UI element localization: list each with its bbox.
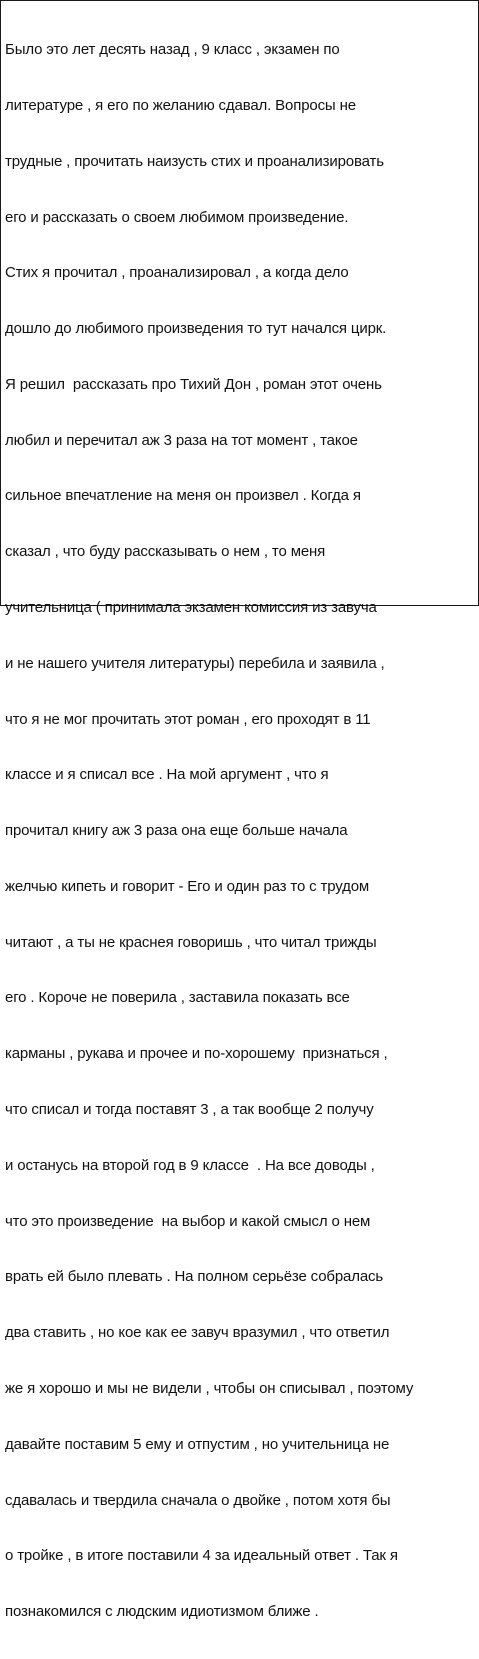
text-line: познакомился с людским идиотизмом ближе . <box>5 1603 319 1621</box>
text-line: что это произведение на выбор и какой смысл о нем <box>5 1212 371 1230</box>
text-line: литературе , я его по желанию сдавал. Вопросы не <box>5 96 356 114</box>
text-line: прочитал книгу аж 3 раза она еще больше начала <box>5 822 348 840</box>
text-line: читают , а ты не краснея говоришь , что читал трижды <box>5 933 377 951</box>
text-line: врать ей было плевать . На полном серьёзе собралась <box>5 1268 384 1286</box>
text-line: и не нашего учителя литературы) перебила и заявила , <box>5 654 385 672</box>
text-line: что я не мог прочитать этот роман , его проходят в 11 <box>5 710 371 728</box>
text-line: карманы , рукава и прочее и по-хорошему признаться , <box>5 1045 388 1063</box>
text-line: учительница ( принимала экзамен комиссия из завуча <box>5 599 377 616</box>
text-line: желчью кипеть и говорит - Его и один раз то с трудом <box>5 877 370 895</box>
text-line: классе и я списал все . На мой аргумент , что я <box>5 766 329 784</box>
text-line: сильное впечатление на меня он произвел . Когда я <box>5 487 361 505</box>
story-text <box>5 4 413 1659</box>
text-line: Я решил рассказать про Тихий Дон , роман этот очень <box>5 375 382 393</box>
text-line: Стих я прочитал , проанализировал , а когда дело <box>5 264 349 282</box>
text-line: давайте поставим 5 ему и отпустим , но учительница не <box>5 1435 390 1453</box>
text-line: же я хорошо и мы не видели , чтобы он списывал , поэтому <box>5 1379 414 1397</box>
text-line: сказал , что буду рассказывать о нем , то меня <box>5 543 326 561</box>
text-line: и останусь на второй год в 9 классе . На все доводы , <box>5 1156 375 1174</box>
text-line: Было это лет десять назад , 9 класс , экзамен по <box>5 41 340 59</box>
text-line: два ставить , но кое как ее завуч вразумил , что ответил <box>5 1324 390 1342</box>
text-line: о тройке , в итоге поставили 4 за идеальный ответ . Так я <box>5 1547 398 1565</box>
text-line: сдавалась и твердила сначала о двойке , потом хотя бы <box>5 1491 391 1509</box>
text-line: дошло до любимого произведения то тут начался цирк. <box>5 320 387 338</box>
text-line: что списал и тогда поставят 3 , а так вообще 2 получу <box>5 1101 374 1119</box>
text-line: его . Короче не поверила , заставила показать все <box>5 989 350 1007</box>
text-line: его и рассказать о своем любимом произведение. <box>5 208 349 226</box>
text-line: любил и перечитал аж 3 раза на тот момент , такое <box>5 431 358 449</box>
text-line: трудные , прочитать наизусть стих и проанализировать <box>5 152 384 170</box>
